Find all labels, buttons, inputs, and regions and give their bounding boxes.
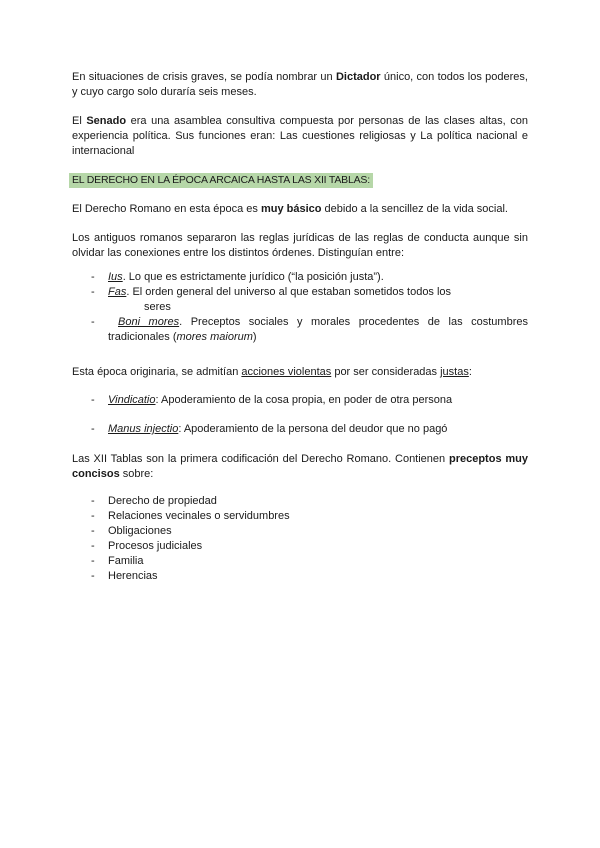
list-item: - Herencias: [91, 570, 158, 582]
paragraph-muy-basico: El Derecho Romano en esta época es muy básico debido a la sencillez de la vida social.: [72, 203, 508, 215]
list-item-manus-injectio: - Manus injectio: Apoderamiento de la persona del deudor que no pagó: [91, 423, 448, 435]
paragraph-acciones: Esta época originaria, se admitían acciones violentas por ser consideradas justas:: [72, 366, 472, 378]
document-page: [72, 70, 528, 584]
list-item-fas: - Fas. El orden general del universo al que estaban sometidos todos los seres: [91, 286, 452, 313]
term-muy-basico: muy básico: [260, 203, 322, 215]
list-item-ius: - Ius. Lo que es estrictamente jurídico (“la posición justa”).: [91, 271, 384, 283]
section-heading-wrap: [72, 173, 528, 188]
term-preceptos: preceptos muy concisos: [72, 453, 529, 480]
paragraph-senado: El Senado era una asamblea consultiva compuesta por personas de las clases altas, con experiencia política. Sus funciones eran: Las cuestiones religiosas y La política nacional e internacional: [72, 115, 529, 157]
list-acciones: [72, 393, 528, 437]
term-senado: Senado: [86, 115, 127, 127]
paragraph-reglas: Los antiguos romanos separaron las reglas jurídicas de las reglas de conducta aunque sin olvidar las conexiones entre los distintos órdenes. Distinguían entre:: [72, 232, 528, 259]
list-materias: [72, 494, 528, 584]
section-heading: EL DERECHO EN LA ÉPOCA ARCAICA HASTA LAS XII TABLAS:: [69, 173, 373, 188]
list-item: - Procesos judiciales: [91, 540, 203, 552]
list-item-boni-mores: - Boni mores. Preceptos sociales y morales procedentes de las costumbres tradicionales (mores maiorum): [91, 316, 528, 343]
list-item: - Familia: [91, 555, 144, 567]
list-item-vindicatio: - Vindicatio: Apoderamiento de la cosa propia, en poder de otra persona: [91, 394, 453, 406]
paragraph-dictador: En situaciones de crisis graves, se podía nombrar un Dictador único, con todos los poderes, y cuyo cargo solo duraría seis meses.: [72, 71, 528, 98]
list-ordenes: [72, 270, 528, 345]
list-item: - Relaciones vecinales o servidumbres: [91, 510, 290, 522]
paragraph-xii-tablas: Las XII Tablas son la primera codificación del Derecho Romano. Contienen preceptos muy concisos sobre:: [72, 453, 529, 480]
list-item: - Derecho de propiedad: [91, 495, 217, 507]
list-item: - Obligaciones: [91, 525, 172, 537]
term-dictador: Dictador: [335, 71, 381, 83]
